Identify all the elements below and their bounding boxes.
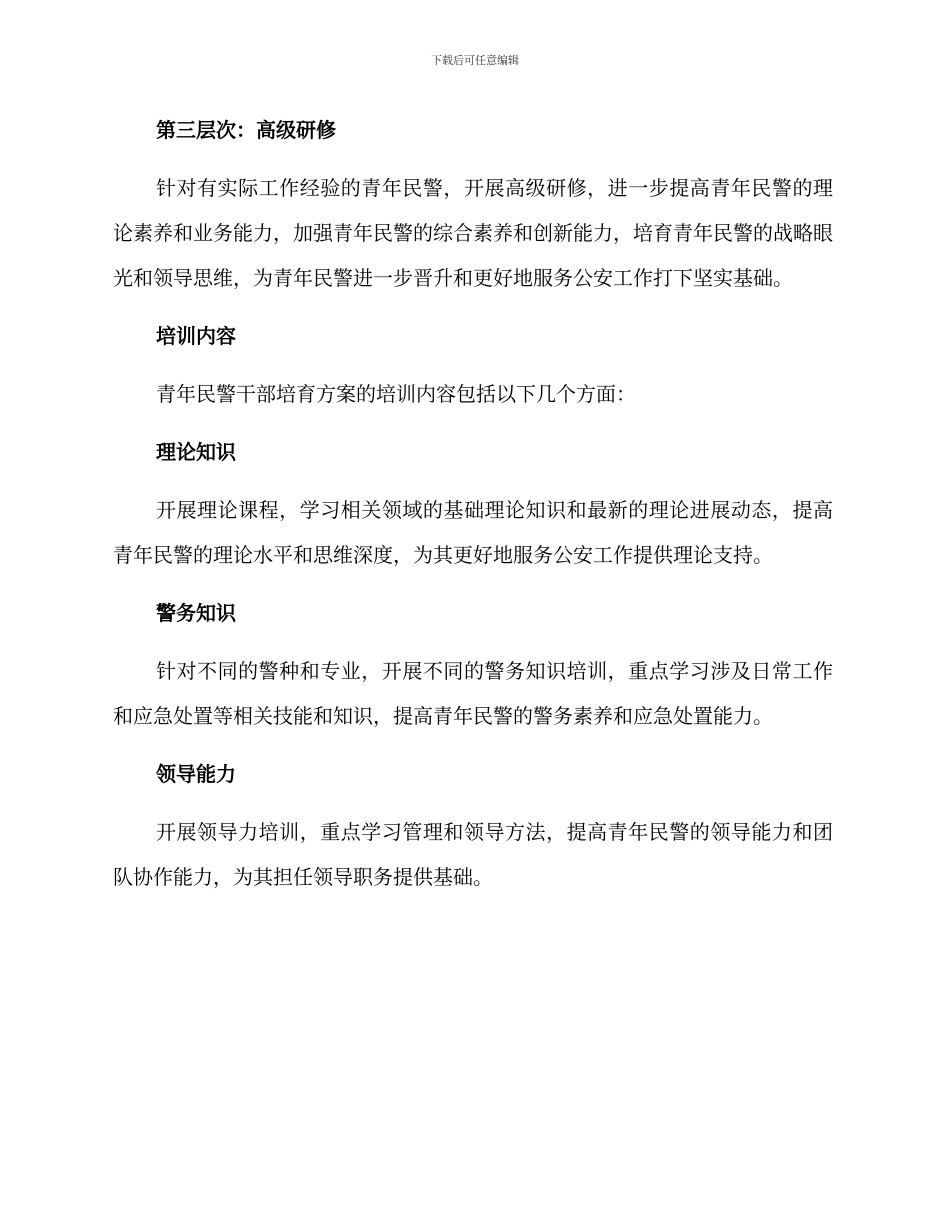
section-heading-advanced-study: 第三层次：高级研修 — [156, 118, 336, 142]
document-body — [113, 108, 833, 913]
section-paragraph-training-content: 青年民警干部培育方案的培训内容包括以下几个方面： — [156, 382, 636, 406]
section-paragraph-leadership: 开展领导力培训，重点学习管理和领导方法，提高青年民警的领导能力和团队协作能力，为其担任领导职务提供基础。 — [113, 820, 833, 889]
section-heading-theory-knowledge: 理论知识 — [156, 440, 236, 464]
section-heading-training-content: 培训内容 — [156, 324, 236, 348]
page-header-note: 下载后可任意编辑 — [431, 54, 519, 67]
section-heading-leadership: 领导能力 — [156, 762, 236, 786]
section-heading-police-knowledge: 警务知识 — [156, 601, 236, 625]
section-paragraph-advanced-study: 针对有实际工作经验的青年民警，开展高级研修，进一步提高青年民警的理论素养和业务能力，加强青年民警的综合素养和创新能力，培育青年民警的战略眼光和领导思维，为青年民警进一步晋升和更好地服务公安工作打下坚实基础。 — [113, 176, 833, 290]
section-paragraph-police-knowledge: 针对不同的警种和专业，开展不同的警务知识培训，重点学习涉及日常工作和应急处置等相关技能和知识，提高青年民警的警务素养和应急处置能力。 — [113, 659, 833, 728]
section-paragraph-theory-knowledge: 开展理论课程，学习相关领域的基础理论知识和最新的理论进展动态，提高青年民警的理论水平和思维深度，为其更好地服务公安工作提供理论支持。 — [113, 498, 833, 567]
